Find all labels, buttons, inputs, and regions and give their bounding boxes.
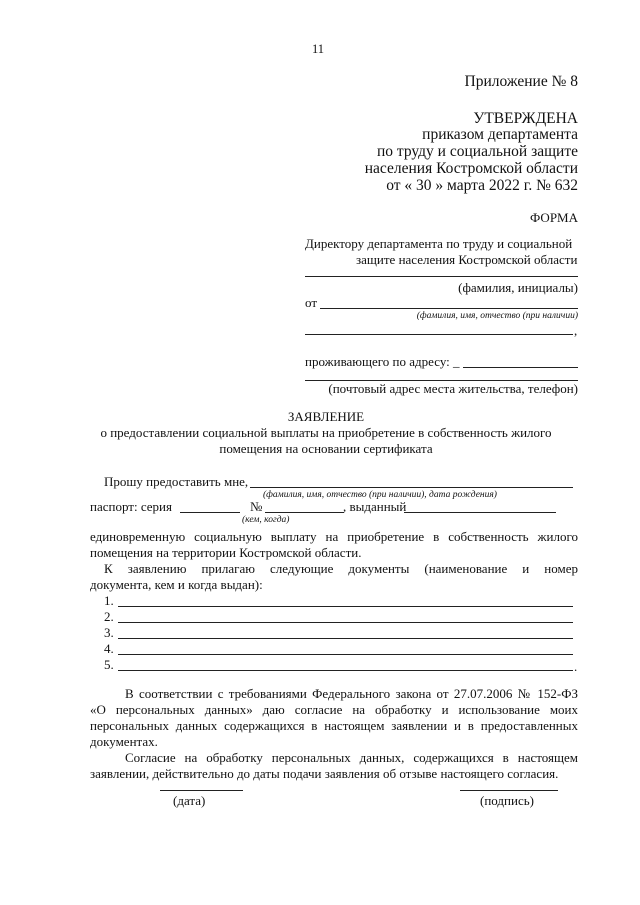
comma: , — [574, 323, 578, 338]
statement-title: ЗАЯВЛЕНИЕ — [287, 409, 365, 424]
approval-line: приказом департамента — [422, 126, 578, 143]
consent-line: В соответствии с требованиями Федерального закона от 27.07.2006 № 152-ФЗ — [125, 686, 578, 701]
issued-caption: (кем, когда) — [242, 515, 290, 525]
purpose-line: помещения на территории Костромской области. — [90, 545, 362, 560]
passport-series-field[interactable] — [180, 512, 240, 513]
passport-label: паспорт: серия — [90, 499, 172, 514]
document-field-4[interactable] — [118, 654, 573, 655]
signature-field[interactable] — [460, 790, 558, 791]
list-number: 5. — [104, 657, 114, 672]
purpose-line: единовременную социальную выплату на приобретение в собственность жилого — [90, 529, 578, 544]
consent-line: документах. — [90, 734, 158, 749]
signature-caption: (подпись) — [480, 793, 534, 808]
addressee-line: Директору департамента по труду и социальной — [305, 236, 573, 251]
consent-line: Согласие на обработку персональных данных, содержащихся в настоящем — [125, 750, 578, 765]
document-field-3[interactable] — [118, 638, 573, 639]
approval-line: по труду и социальной защите — [376, 143, 578, 160]
document-field-1[interactable] — [118, 606, 573, 607]
request-prefix: Прошу предоставить мне, — [104, 474, 249, 489]
request-fill-line[interactable] — [250, 487, 573, 488]
page-number: 11 — [312, 42, 325, 56]
passport-number-field[interactable] — [265, 512, 344, 513]
consent-line: персональных данных содержащихся в настоящем заявлении и в предоставленных — [90, 718, 578, 733]
appendix-label: Приложение № 8 — [464, 73, 578, 90]
document-field-2[interactable] — [118, 622, 573, 623]
request-caption: (фамилия, имя, отчество (при наличии), дата рождения) — [263, 490, 497, 500]
passport-number-label: № — [250, 499, 263, 514]
from-label: от — [305, 295, 318, 310]
name-fill-line[interactable] — [305, 276, 578, 277]
date-caption: (дата) — [173, 793, 206, 808]
from-caption: (фамилия, имя, отчество (при наличии) — [416, 311, 578, 321]
attach-line: документа, кем и когда выдан): — [90, 577, 263, 592]
attach-word: следующие — [269, 561, 334, 576]
attach-line — [104, 561, 578, 577]
attach-word: (наименование — [424, 561, 508, 576]
from-fill-line-2[interactable] — [305, 334, 573, 335]
attach-word: номер — [544, 561, 578, 576]
approval-date: от « 30 » марта 2022 г. № 632 — [386, 177, 578, 194]
form-label: ФОРМА — [530, 210, 578, 225]
issued-field[interactable] — [404, 512, 556, 513]
address-label: проживающего по адресу: _ — [305, 354, 460, 369]
attach-word: заявлению — [127, 561, 187, 576]
list-number: 3. — [104, 625, 114, 640]
address-fill-line[interactable] — [463, 367, 578, 368]
name-caption: (фамилия, инициалы) — [458, 280, 578, 295]
list-number: 1. — [104, 593, 114, 608]
consent-line: «О персональных данных» даю согласие на обработку и использование моих — [90, 702, 578, 717]
consent-line: заявлении, действительно до даты подачи заявления об отзыве настоящего согласия. — [90, 766, 559, 781]
final-period: . — [574, 659, 578, 674]
attach-word: К — [104, 561, 113, 576]
document-field-5[interactable] — [118, 670, 573, 671]
approval-line: населения Костромской области — [364, 160, 578, 177]
approval-title: УТВЕРЖДЕНА — [473, 110, 578, 127]
date-field[interactable] — [160, 790, 243, 791]
from-fill-line[interactable] — [320, 308, 578, 309]
list-number: 4. — [104, 641, 114, 656]
addressee-line: защите населения Костромской области — [356, 252, 578, 267]
list-number: 2. — [104, 609, 114, 624]
address-caption: (почтовый адрес места жительства, телефон) — [328, 381, 578, 396]
attach-word: прилагаю — [201, 561, 255, 576]
issued-label: , выданный — [343, 499, 407, 514]
attach-word: документы — [348, 561, 410, 576]
attach-word: и — [522, 561, 530, 576]
statement-subtitle: помещения на основании сертификата — [219, 441, 433, 456]
statement-subtitle: о предоставлении социальной выплаты на приобретение в собственность жилого — [100, 425, 552, 440]
